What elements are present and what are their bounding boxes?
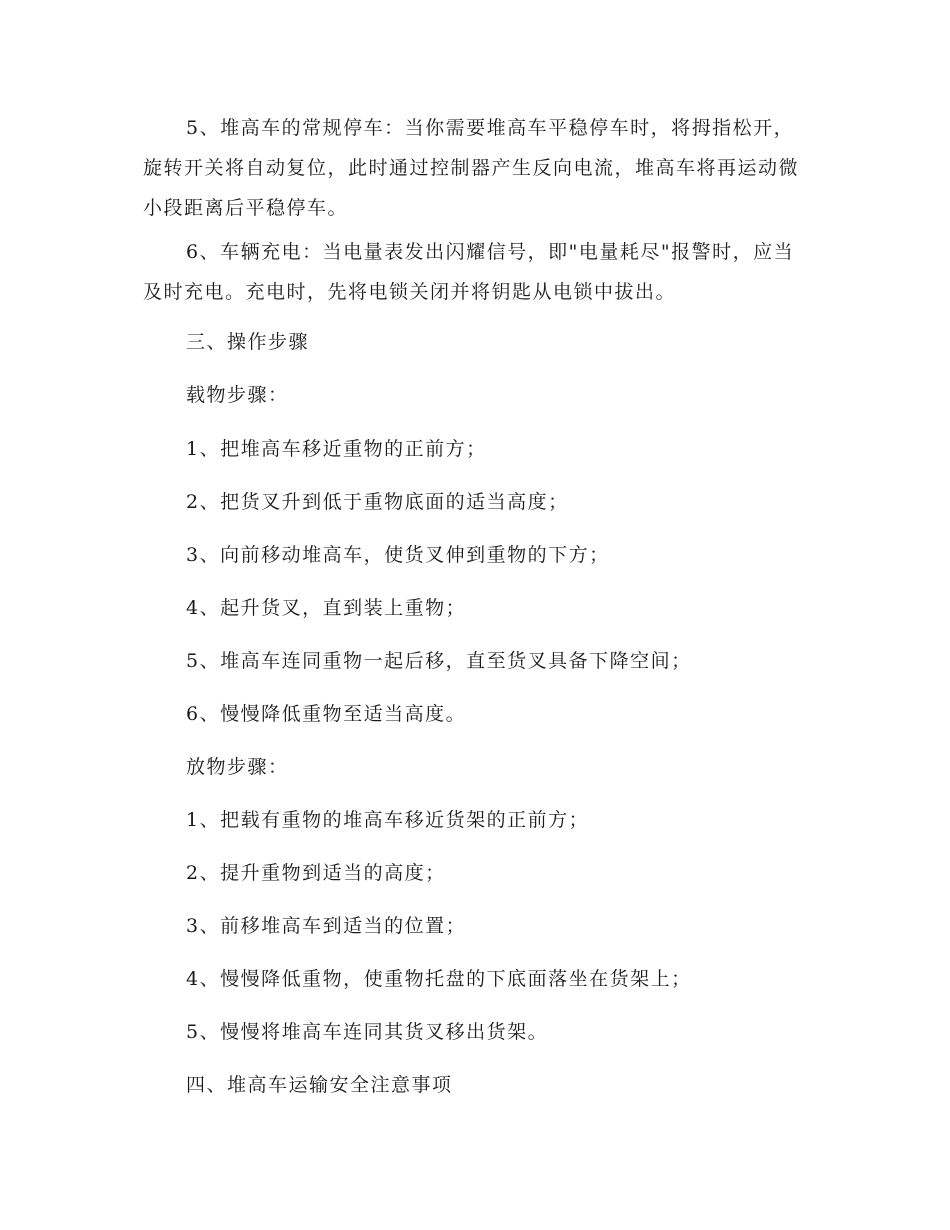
section-heading-operation-steps: 三、操作步骤	[186, 331, 310, 353]
section-heading-safety-notes: 四、堆高车运输安全注意事项	[186, 1074, 453, 1096]
loading-step-item: 3、向前移动堆高车，使货叉伸到重物的下方；	[186, 544, 610, 566]
loading-step-item: 4、起升货叉，直到装上重物；	[186, 597, 467, 619]
loading-step-item: 2、把货叉升到低于重物底面的适当高度；	[186, 491, 569, 513]
unloading-step-item: 5、慢慢将堆高车连同其货叉移出货架。	[186, 1021, 549, 1043]
loading-step-item: 6、慢慢降低重物至适当高度。	[186, 703, 467, 725]
paragraph-vehicle-charging-text: 6、车辆充电：当电量表发出闪耀信号，即"电量耗尽"报警时，应当及时充电。充电时，先将电锁关闭并将钥匙从电锁中拔出。	[143, 241, 795, 303]
paragraph-vehicle-charging	[143, 232, 808, 312]
unloading-step-item: 1、把载有重物的堆高车移近货架的正前方；	[186, 809, 590, 831]
loading-step-item: 5、堆高车连同重物一起后移，直至货叉具备下降空间；	[186, 650, 692, 672]
unloading-step-item: 2、提升重物到适当的高度；	[186, 862, 446, 884]
subheading-loading-steps: 载物步骤：	[186, 384, 289, 406]
loading-step-item: 1、把堆高车移近重物的正前方；	[186, 438, 487, 460]
subheading-unloading-steps: 放物步骤：	[186, 756, 289, 778]
paragraph-regular-parking-text: 5、堆高车的常规停车：当你需要堆高车平稳停车时，将拇指松开，旋转开关将自动复位，此时通过控制器产生反向电流，堆高车将再运动微小段距离后平稳停车。	[143, 117, 800, 219]
unloading-step-item: 3、前移堆高车到适当的位置；	[186, 915, 467, 937]
unloading-step-item: 4、慢慢降低重物，使重物托盘的下底面落坐在货架上；	[186, 968, 692, 990]
paragraph-regular-parking	[143, 108, 808, 228]
